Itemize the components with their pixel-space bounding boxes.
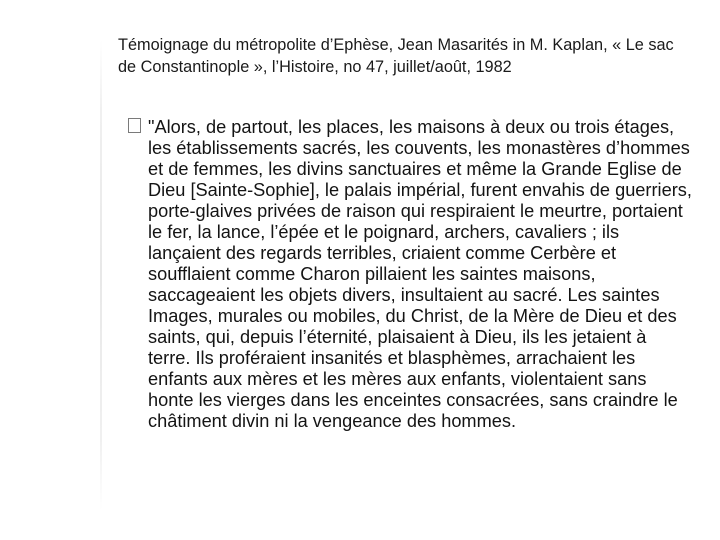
quote-block xyxy=(148,117,693,432)
left-decorative-rule xyxy=(100,40,102,510)
slide-title: Témoignage du métropolite d’Ephèse, Jean Masarités in M. Kaplan, « Le sac de Constantinople », l’Histoire, no 47, juillet/août, 1982 xyxy=(118,36,674,76)
square-bullet-icon xyxy=(128,118,141,133)
quote-text: "Alors, de partout, les places, les maisons à deux ou trois étages, les établissements sacrés, les couvents, les monastères d’hommes et de femmes, les divins sanctuaires et même la Grande Eglise de Dieu [Sainte-Sophie], le palais impérial, furent envahis de guerriers, porte-glaives privées de raison qui respiraient le meurtre, portaient le fer, la lance, l’épée et le poignard, archers, cavaliers ; ils lançaient des regards terribles, criaient comme Cerbère et soufflaient comme Charon pillaient les saintes maisons, saccageaient les objets divers, insultaient au sacré. Les saintes Images, murales ou mobiles, du Christ, de la Mère de Dieu et des saints, qui, depuis l’éternité, plaisaient à Dieu, ils les jetaient à terre. Ils proféraient insanités et blasphèmes, arrachaient les enfants aux mères et les mères aux enfants, violentaient sans honte les vierges dans les enceintes consacrées, sans craindre le châtiment divin ni la vengeance des hommes. xyxy=(148,117,692,431)
